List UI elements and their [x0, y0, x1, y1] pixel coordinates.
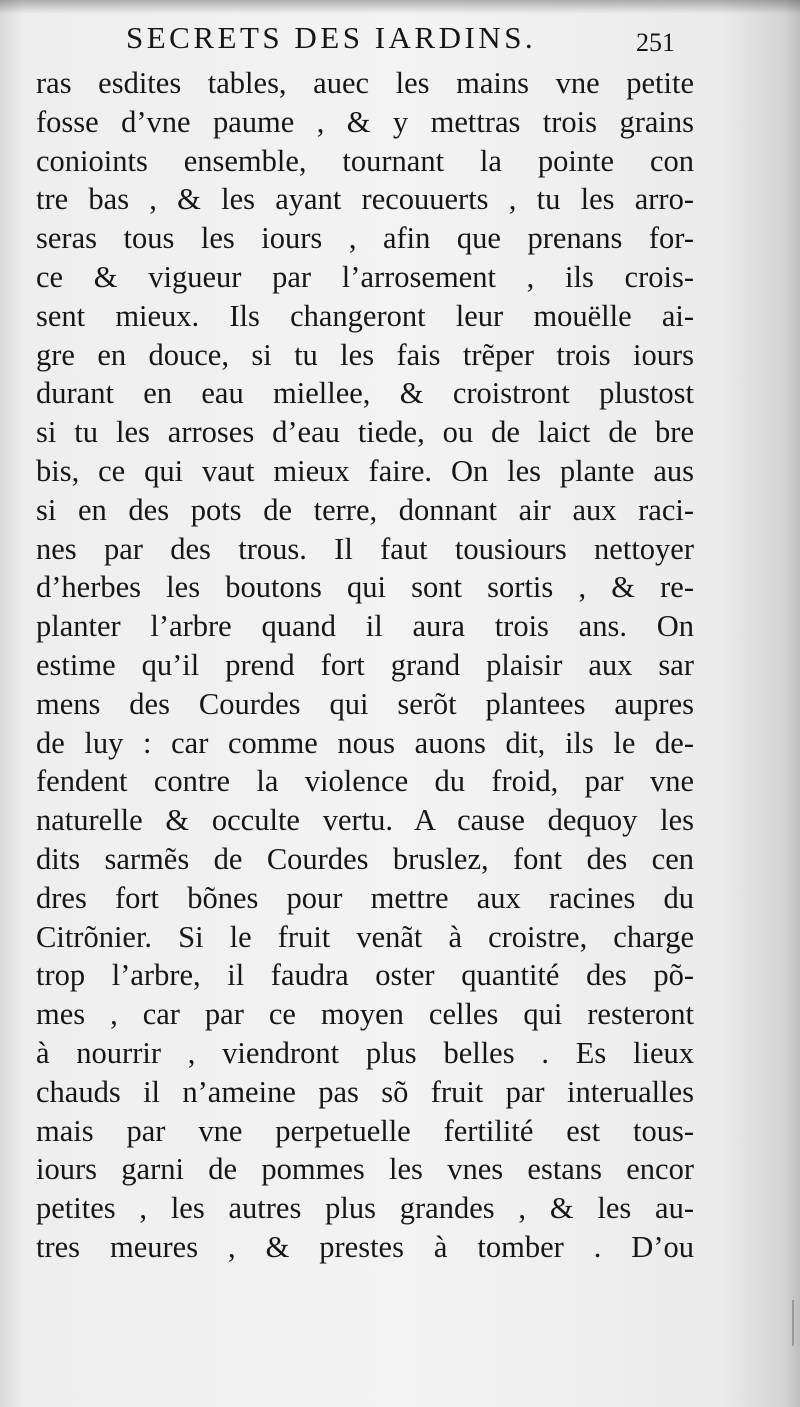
text-line-19: fendent contre la violence du froid, par vne [36, 764, 694, 799]
text-line-31: tres meures , & prestes à tomber . D’ou [36, 1229, 694, 1264]
text-line-10: si tu les arroses d’eau tiede, ou de laict de bre [36, 415, 694, 450]
text-line-29: iours garni de pommes les vnes estans encor [36, 1152, 694, 1187]
text-line-2: fosse d’vne paume , & y mettras trois grains [36, 104, 694, 139]
page-top-shadow [0, 0, 800, 14]
text-line-13: nes par des trous. Il faut tousiours nettoyer [36, 531, 694, 566]
text-line-24: trop l’arbre, il faudra oster quantité des põ- [36, 958, 694, 993]
text-line-17: mens des Courdes qui serõt plantees aupres [36, 686, 694, 721]
text-line-3: conioints ensemble, tournant la pointe con [36, 143, 694, 178]
text-line-6: ce & vigueur par l’arrosement , ils crois- [36, 259, 694, 294]
text-line-16: estime qu’il prend fort grand plaisir aux sar [36, 647, 694, 682]
text-line-15: planter l’arbre quand il aura trois ans. On [36, 609, 694, 644]
text-line-5: seras tous les iours , afin que prenans for- [36, 221, 694, 256]
page-edge-mark [792, 1300, 794, 1346]
text-line-7: sent mieux. Ils changeront leur mouëlle ai- [36, 298, 694, 333]
text-line-4: tre bas , & les ayant recouuerts , tu les arro- [36, 182, 694, 217]
text-line-22: dres fort bõnes pour mettre aux racines du [36, 880, 694, 915]
body-text [36, 64, 694, 1267]
text-line-27: chauds il n’ameine pas sõ fruit par interualles [36, 1074, 694, 1109]
text-line-25: mes , car par ce moyen celles qui resteront [36, 997, 694, 1032]
text-line-8: gre en douce, si tu les fais trẽper trois iours [36, 337, 694, 372]
text-line-12: si en des pots de terre, donnant air aux raci- [36, 492, 694, 527]
running-head [0, 18, 800, 62]
text-line-21: dits sarmẽs de Courdes bruslez, font des cen [36, 841, 694, 876]
text-line-11: bis, ce qui vaut mieux faire. On les plante aus [36, 453, 694, 488]
text-line-23: Citrõnier. Si le fruit venãt à croistre, charge [36, 919, 694, 954]
text-line-30: petites , les autres plus grandes , & les au- [36, 1191, 694, 1226]
text-line-9: durant en eau miellee, & croistront plustost [36, 376, 694, 411]
page-number: 251 [636, 28, 675, 57]
text-line-1: ras esdites tables, auec les mains vne petite [36, 66, 694, 100]
text-line-14: d’herbes les boutons qui sont sortis , & re- [36, 570, 694, 605]
text-line-28: mais par vne perpetuelle fertilité est tous- [36, 1113, 694, 1148]
text-line-20: naturelle & occulte vertu. A cause dequoy les [36, 803, 694, 838]
text-line-26: à nourrir , viendront plus belles . Es lieux [36, 1035, 694, 1070]
text-line-18: de luy : car comme nous auons dit, ils le de- [36, 725, 694, 760]
running-title: SECRETS DES IARDINS. [126, 20, 537, 55]
